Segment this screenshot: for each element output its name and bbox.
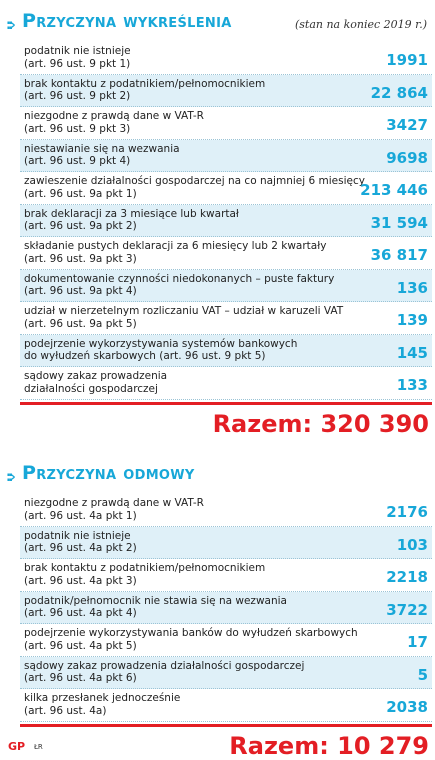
table-row — [20, 237, 432, 270]
row-label-line-2: działalności gospodarczej — [24, 382, 158, 395]
total-refusal: Razem: 10 279 — [229, 732, 429, 760]
row-label — [24, 562, 364, 587]
table-row — [20, 42, 432, 75]
table-row — [20, 205, 432, 238]
table-row — [20, 559, 432, 592]
table-row — [20, 657, 432, 690]
table-row — [20, 172, 432, 205]
row-value: 136 — [396, 278, 428, 297]
row-label-line-1: zawieszenie działalności gospodarczej na co najmniej 6 miesięcy — [24, 175, 365, 187]
row-label — [24, 208, 364, 233]
row-value: 22 864 — [370, 83, 428, 102]
table-row — [20, 367, 432, 400]
row-value: 5 — [417, 665, 428, 684]
row-value: 2038 — [386, 698, 428, 717]
table-row — [20, 140, 432, 173]
section-header-deletion — [6, 8, 429, 38]
row-label-line-1: sądowy zakaz prowadzenia działalności gospodarczej — [24, 659, 305, 672]
deletion-reasons-table — [20, 42, 432, 400]
row-label — [24, 45, 364, 70]
table-row — [20, 335, 432, 368]
table-row — [20, 494, 432, 527]
row-value: 213 446 — [360, 181, 428, 200]
row-label-line-1: podatnik nie istnieje — [24, 529, 131, 542]
row-label-line-2: (art. 96 ust. 9a pkt 2) — [24, 220, 137, 232]
row-label-line-1: dokumentowanie czynności niedokonanych – puste faktury — [24, 272, 335, 285]
row-label-line-2: (art. 96 ust. 4a) — [24, 704, 107, 717]
row-label-line-2: (art. 96 ust. 9a pkt 4) — [24, 285, 137, 297]
row-label — [24, 240, 364, 265]
row-label-line-2: (art. 96 ust. 9 pkt 3) — [24, 122, 131, 135]
row-label-line-1: sądowy zakaz prowadzenia — [24, 370, 168, 382]
row-label-line-1: niezgodne z prawdą dane w VAT-R — [24, 110, 204, 122]
row-label — [24, 273, 364, 298]
row-value: 3427 — [386, 116, 428, 135]
row-value: 145 — [396, 343, 428, 362]
row-label-line-1: brak kontaktu z podatnikiem/pełnomocnikiem — [24, 77, 266, 90]
row-label — [24, 305, 364, 330]
total-deletion: Razem: 320 390 — [212, 410, 429, 438]
row-label — [24, 370, 364, 395]
row-label-line-1: podejrzenie wykorzystywania banków do wyłudzeń skarbowych — [24, 627, 358, 639]
row-label-line-2: (art. 96 ust. 9 pkt 4) — [24, 155, 131, 167]
row-label-line-2: (art. 96 ust. 9a pkt 5) — [24, 317, 137, 330]
row-value: 2218 — [386, 568, 428, 587]
table-row — [20, 527, 432, 560]
author-initials: ŁR — [34, 743, 43, 751]
table-row — [20, 75, 432, 108]
row-label — [24, 692, 364, 717]
row-label-line-2: (art. 96 ust. 9 pkt 1) — [24, 57, 131, 70]
row-label-line-1: brak deklaracji za 3 miesiące lub kwartał — [24, 207, 239, 220]
table-row — [20, 689, 432, 722]
row-label — [24, 627, 364, 652]
section-title: Przyczyna odmowy — [22, 462, 195, 484]
row-label — [24, 175, 364, 200]
row-label-line-2: (art. 96 ust. 4a pkt 3) — [24, 574, 137, 587]
row-value: 1991 — [386, 51, 428, 70]
row-label-line-1: podatnik nie istnieje — [24, 45, 131, 57]
row-value: 2176 — [386, 503, 428, 522]
row-label-line-2: (art. 96 ust. 9a pkt 1) — [24, 187, 137, 200]
row-label-line-1: udział w nierzetelnym rozliczaniu VAT – udział w karuzeli VAT — [24, 305, 344, 317]
row-value: 103 — [396, 535, 428, 554]
table-row — [20, 302, 432, 335]
row-label — [24, 530, 364, 555]
row-label-line-1: składanie pustych deklaracji za 6 miesięcy lub 2 kwartały — [24, 240, 327, 252]
row-value: 3722 — [386, 600, 428, 619]
divider-line — [20, 402, 432, 405]
row-label-line-1: niezgodne z prawdą dane w VAT-R — [24, 497, 204, 509]
table-row — [20, 270, 432, 303]
row-label-line-1: podejrzenie wykorzystywania systemów bankowych — [24, 337, 298, 350]
row-label — [24, 143, 364, 168]
row-value: 139 — [396, 311, 428, 330]
row-label-line-1: podatnik/pełnomocnik nie stawia się na wezwania — [24, 594, 287, 607]
row-label-line-2: (art. 96 ust. 9 pkt 2) — [24, 90, 131, 102]
row-label-line-2: do wyłudzeń skarbowych (art. 96 ust. 9 pkt 5) — [24, 350, 266, 362]
row-label-line-2: (art. 96 ust. 4a pkt 2) — [24, 542, 137, 554]
row-label — [24, 338, 364, 363]
row-label — [24, 660, 364, 685]
double-arrow-icon: ::› — [6, 18, 13, 33]
divider-line — [20, 724, 432, 727]
row-label — [24, 110, 364, 135]
row-label — [24, 595, 364, 620]
section-header-refusal — [6, 460, 429, 490]
double-arrow-icon: ::› — [6, 470, 13, 485]
row-label — [24, 497, 364, 522]
row-label-line-1: niestawianie się na wezwania — [24, 142, 180, 155]
refusal-reasons-table — [20, 494, 432, 722]
row-label-line-2: (art. 96 ust. 9a pkt 3) — [24, 252, 137, 265]
row-label-line-1: kilka przesłanek jednocześnie — [24, 692, 181, 704]
row-value: 9698 — [386, 148, 428, 167]
row-value: 133 — [396, 376, 428, 395]
publisher-logo: GP — [8, 740, 26, 753]
row-value: 36 817 — [370, 246, 428, 265]
table-row — [20, 592, 432, 625]
row-label-line-1: brak kontaktu z podatnikiem/pełnomocnikiem — [24, 562, 266, 574]
row-label-line-2: (art. 96 ust. 4a pkt 1) — [24, 509, 137, 522]
row-label — [24, 78, 364, 103]
row-value: 31 594 — [370, 213, 428, 232]
row-label-line-2: (art. 96 ust. 4a pkt 5) — [24, 639, 137, 652]
row-label-line-2: (art. 96 ust. 4a pkt 4) — [24, 607, 137, 619]
section-title: Przyczyna wykreślenia — [22, 10, 232, 32]
table-row — [20, 624, 432, 657]
row-value: 17 — [407, 633, 428, 652]
row-label-line-2: (art. 96 ust. 4a pkt 6) — [24, 672, 137, 684]
table-row — [20, 107, 432, 140]
date-note: (stan na koniec 2019 r.) — [294, 18, 427, 31]
